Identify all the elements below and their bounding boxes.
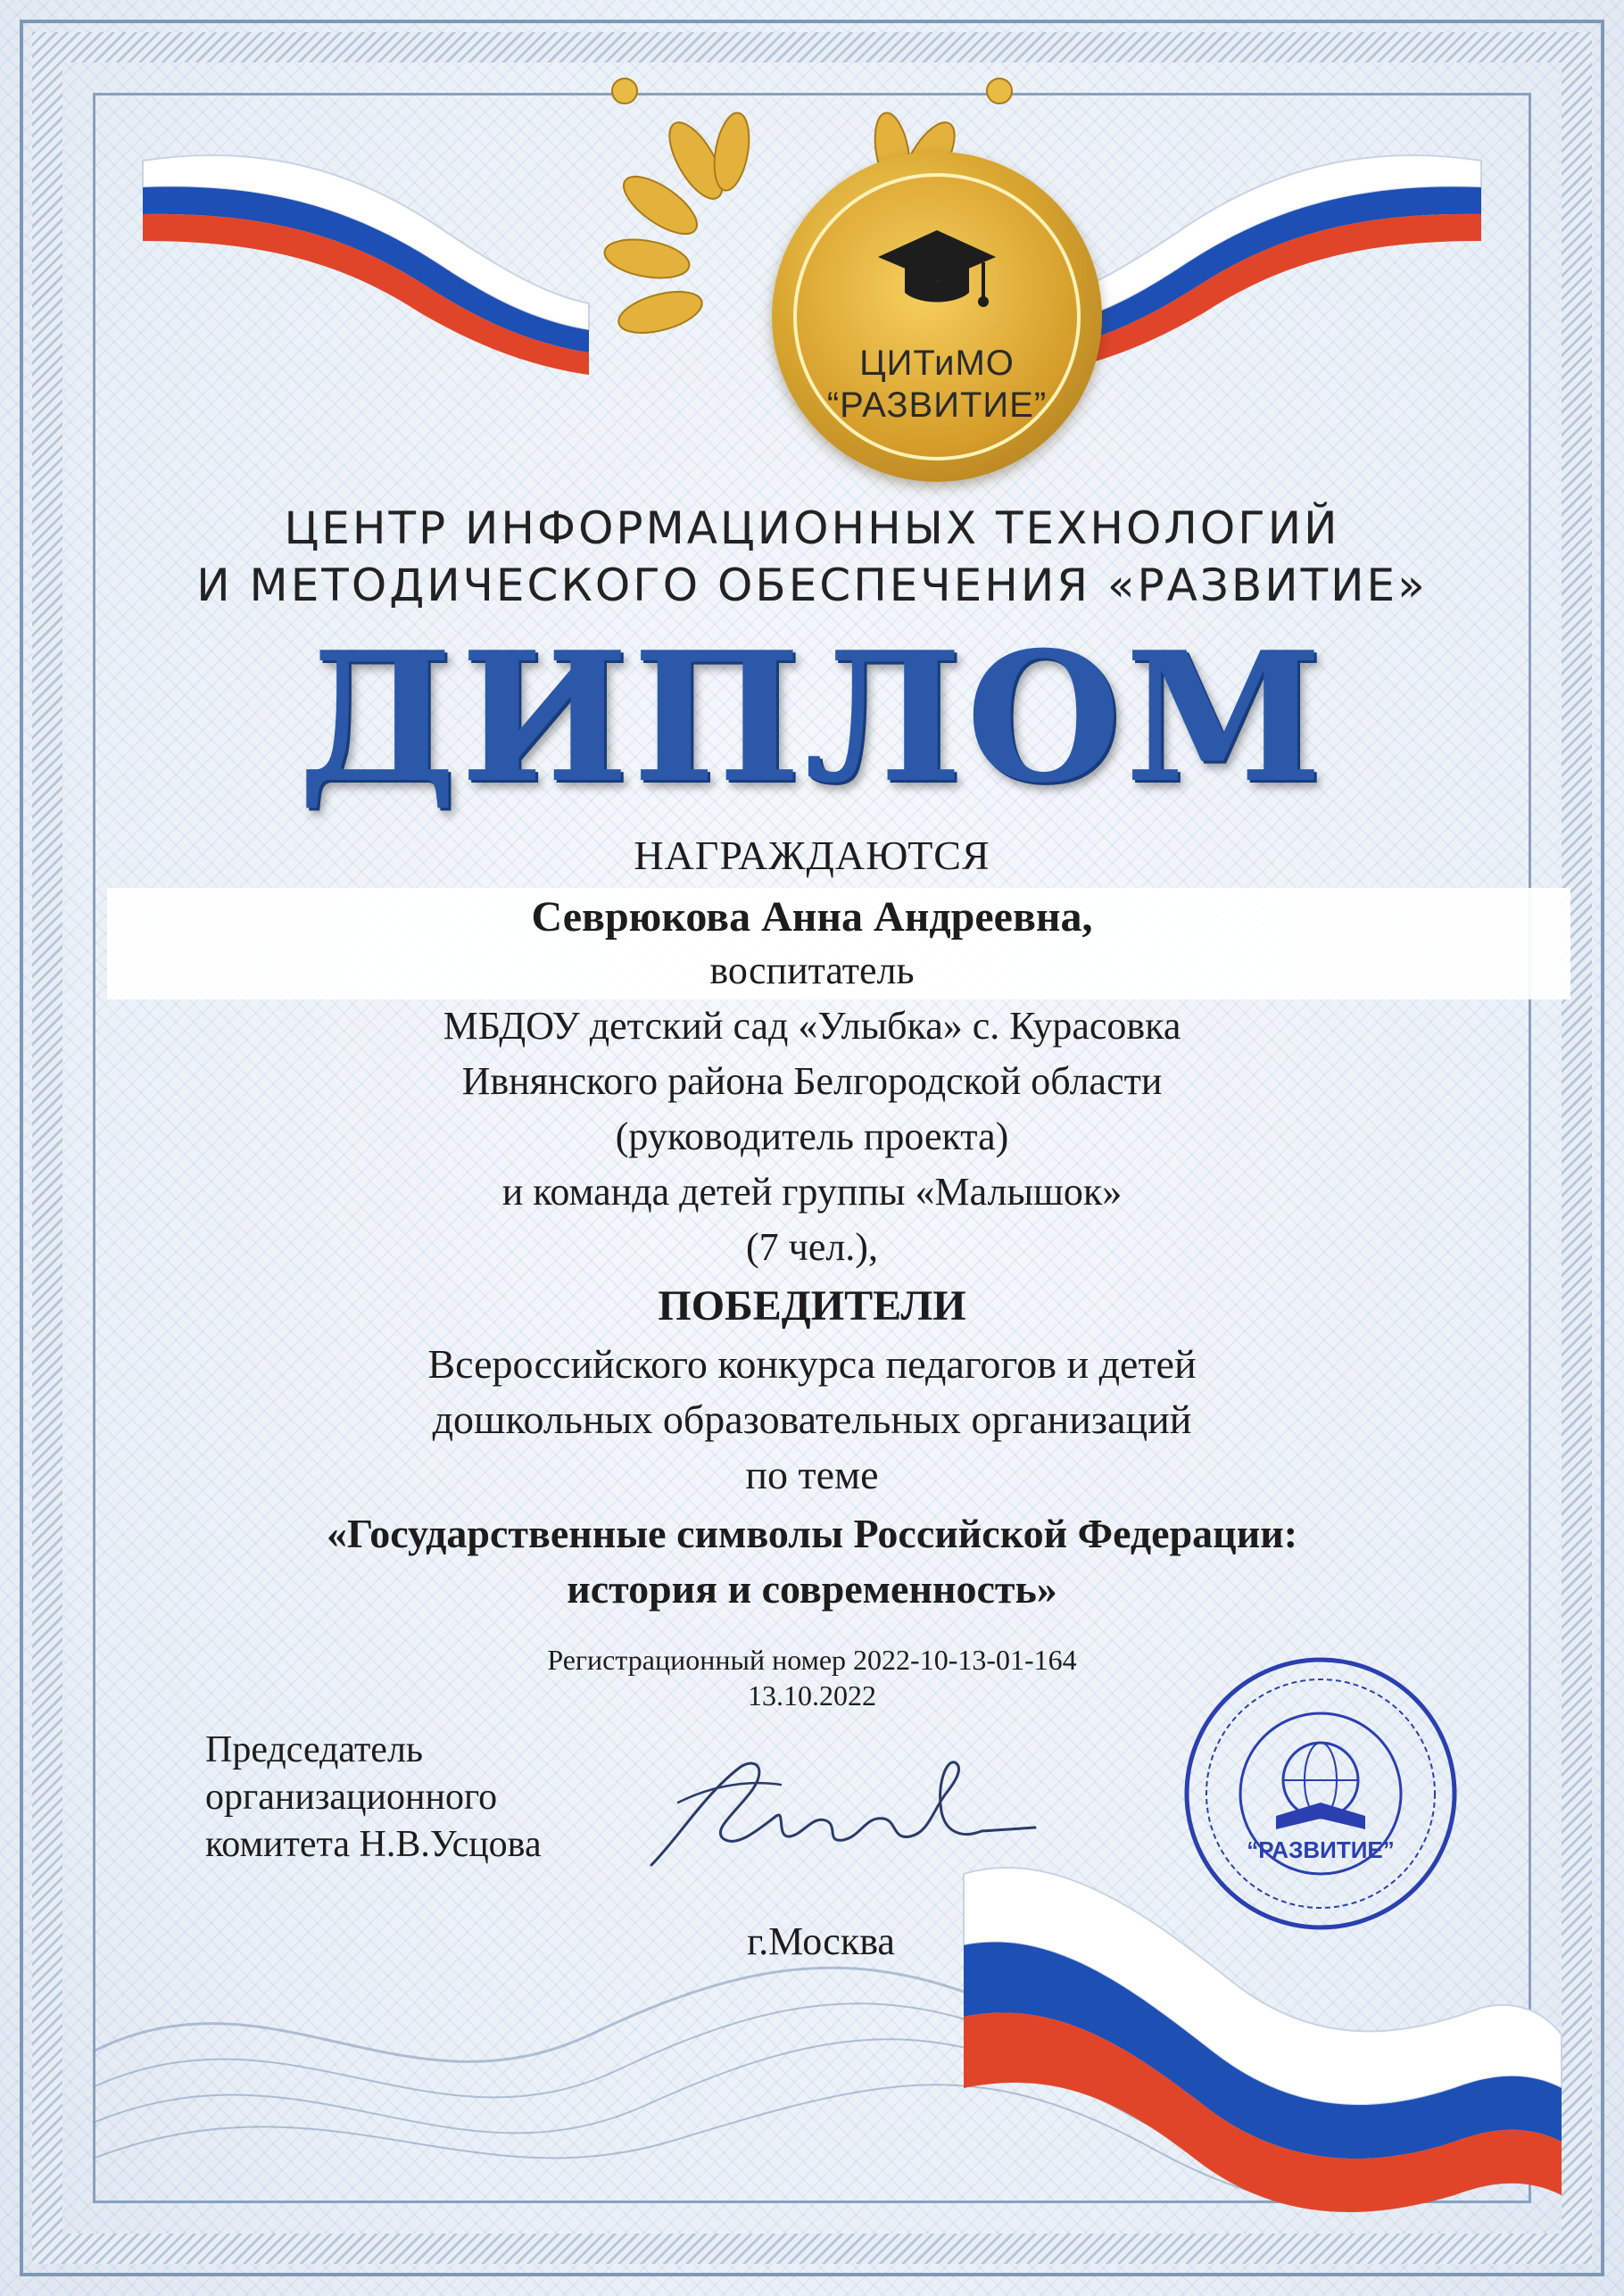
- winners-label: ПОБЕДИТЕЛИ: [658, 1282, 966, 1330]
- awarded-label: НАГРАЖДАЮТСЯ: [634, 833, 990, 878]
- seal-line-1: ЦИТиМО: [859, 344, 1015, 383]
- signatory-line-1: Председатель: [205, 1729, 424, 1770]
- registration-number: Регистрационный номер 2022-10-13-01-164: [547, 1644, 1077, 1676]
- signatory-line-2: организационного: [205, 1777, 498, 1818]
- contest-line-2: дошкольных образовательных организаций: [432, 1397, 1192, 1442]
- registration-date: 13.10.2022: [748, 1679, 876, 1712]
- team-count: (7 чел.),: [746, 1225, 878, 1269]
- stamp-center-text: “РАЗВИТИЕ”: [1247, 1836, 1395, 1863]
- top-emblem: [125, 54, 1499, 500]
- org-name-line-1: ЦЕНТР ИНФОРМАЦИОННЫХ ТЕХНОЛОГИЙ: [284, 502, 1340, 554]
- team-line: и команда детей группы «Малышок»: [501, 1170, 1123, 1214]
- theme-line-2: история и современность»: [567, 1566, 1057, 1612]
- russian-flag-ribbon: [946, 1856, 1570, 2249]
- signatory-line-3: комитета Н.В.Усцова: [205, 1824, 542, 1865]
- graduation-cap-icon: [874, 223, 999, 312]
- seal-line-2: “РАЗВИТИЕ”: [826, 385, 1048, 425]
- recipient-position: воспитатель: [709, 949, 915, 992]
- recipient-organization: МБДОУ детский сад «Улыбка» с. Курасовка: [443, 1004, 1181, 1048]
- gold-seal: [772, 152, 1102, 482]
- city: г.Москва: [747, 1919, 895, 1963]
- contest-line-3: по теме: [745, 1452, 879, 1497]
- recipient-region: Ивнянского района Белгородской области: [461, 1059, 1163, 1103]
- recipient-role: (руководитель проекта): [615, 1115, 1009, 1158]
- diploma-title: ДИПЛОМ: [297, 613, 1327, 823]
- contest-line-1: Всероссийского конкурса педагогов и детей: [427, 1341, 1197, 1387]
- theme-line-1: «Государственные символы Российской Федерации:: [326, 1511, 1298, 1556]
- signatory-block: [205, 1727, 669, 1869]
- recipient-name: Севрюкова Анна Андреевна,: [531, 893, 1093, 941]
- org-name-line-2: И МЕТОДИЧЕСКОГО ОБЕСПЕЧЕНИЯ «РАЗВИТИЕ»: [196, 559, 1428, 611]
